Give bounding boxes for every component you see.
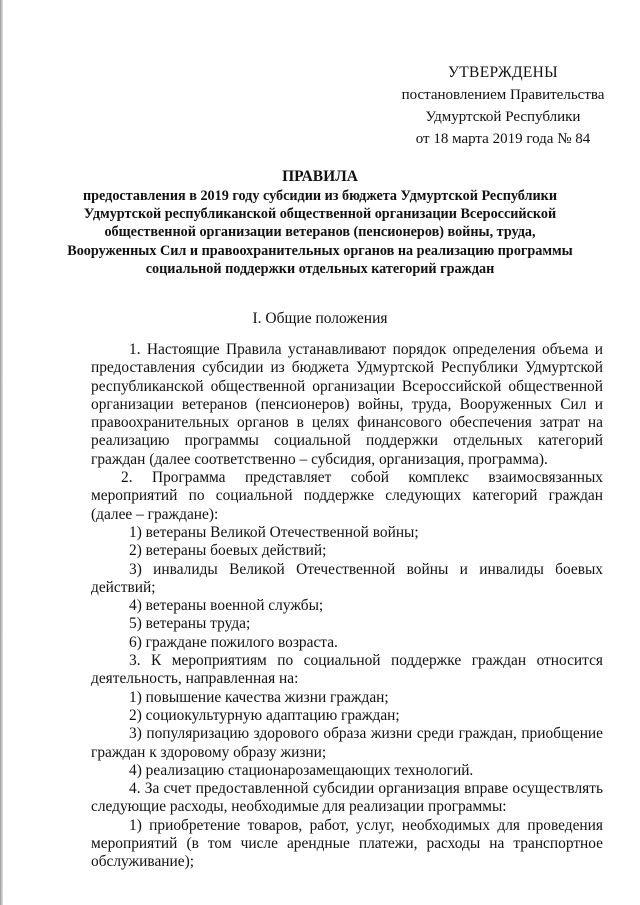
paragraph-2: 2. Программа представляет собой комплекс взаимосвязанных мероприятий по социальной поддержке следующих категорий граждан (далее – граждане): [91, 469, 603, 523]
paragraph-1: 1. Настоящие Правила устанавливают порядок определения объема и предоставления субсидии из бюджета Удмуртской Республики Удмуртской республиканской общественной организации Всероссийской общественной организации ветеранов (пенсионеров) войны, труда, Вооруженных Сил и правоохранительных органов в целях финансового обеспечения затрат на реализацию программы социальной поддержки отдельных категорий граждан (далее соответственно – субсидия, организация, программа). [91, 341, 603, 468]
list-item: 3) инвалиды Великой Отечественной войны и инвалиды боевых действий; [91, 560, 603, 596]
scan-edge [0, 0, 3, 905]
document-title: ПРАВИЛА [282, 168, 358, 185]
document-subtitle: предоставления в 2019 году субсидии из бюджета Удмуртской Республики Удмуртской республиканской общественной организации Всероссийской общественной организации ветеранов (пенсионеров) войны, труда, Вооруженных Сил и правоохранительных органов на реализацию программы социальной поддержки отдельных категорий граждан [67, 188, 573, 277]
approval-line-2: Удмуртской Республики [425, 109, 581, 125]
list-item: 3) популяризацию здорового образа жизни среди граждан, приобщение граждан к здоровому образу жизни; [91, 725, 603, 761]
approval-stamp [388, 62, 618, 150]
section-heading: I. Общие положения [252, 310, 388, 327]
list-item: 5) ветераны труда; [129, 615, 251, 633]
approval-title: УТВЕРЖДЕНЫ [448, 64, 558, 81]
paragraph-3: 3. К мероприятиям по социальной поддержке граждан относится деятельность, направленная на: [91, 652, 603, 688]
list-item: 2) ветераны боевых действий; [129, 542, 327, 560]
list-item: 1) повышение качества жизни граждан; [129, 688, 389, 706]
list-item: 2) социокультурную адаптацию граждан; [129, 706, 400, 724]
list-item: 6) граждане пожилого возраста. [129, 633, 338, 651]
approval-line-1: постановлением Правительства [401, 87, 605, 103]
list-item: 1) ветераны Великой Отечественной войны; [129, 523, 419, 541]
list-item: 4) ветераны военной службы; [129, 597, 324, 615]
list-item: 1) приобретение товаров, работ, услуг, необходимых для проведения мероприятий (в том числе арендные платежи, расходы на транспортное обслуживание); [91, 816, 603, 871]
paragraph-4: 4. За счет предоставленной субсидии организация вправе осуществлять следующие расходы, необходимые для реализации программы: [91, 780, 603, 816]
approval-line-3: от 18 марта 2019 года № 84 [415, 131, 591, 147]
document-body [91, 341, 603, 872]
list-item: 4) реализацию стационарозамещающих технологий. [129, 761, 474, 779]
